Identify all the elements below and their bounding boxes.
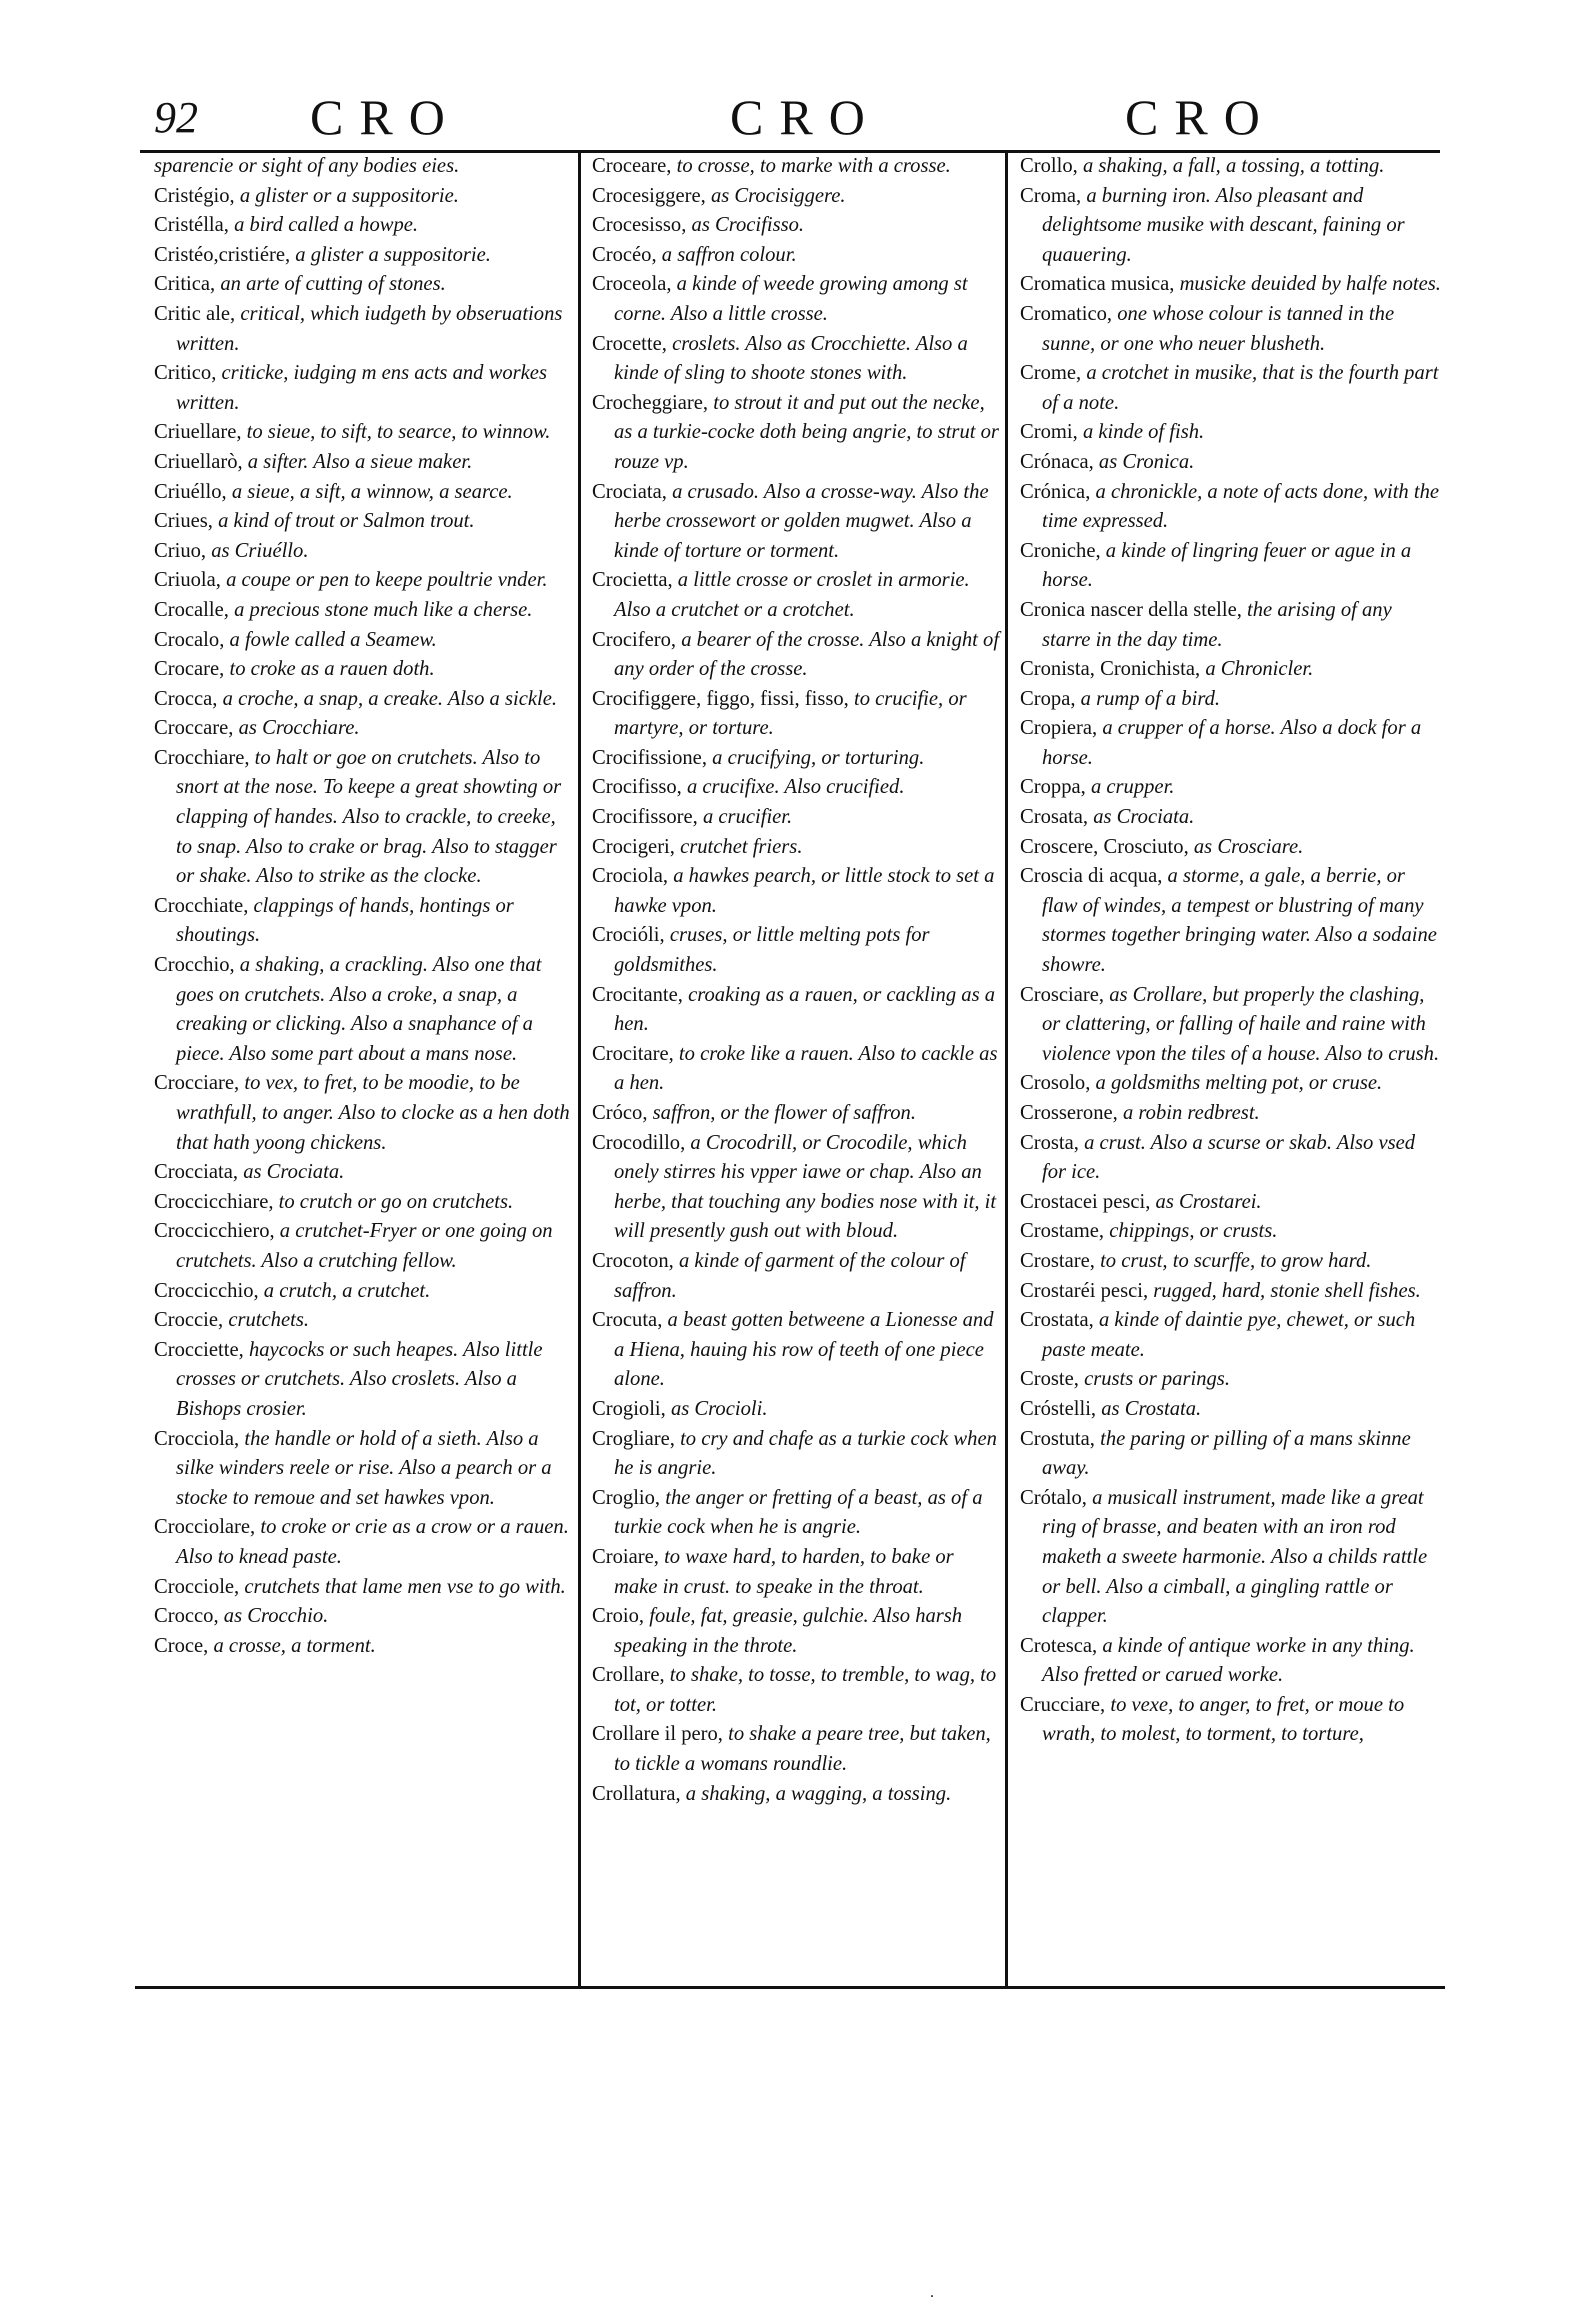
dictionary-entry bbox=[1020, 1277, 1442, 1307]
column-divider-2 bbox=[1005, 150, 1008, 1986]
dictionary-column-2 bbox=[592, 152, 1002, 1980]
entry-gloss: a burning iron. Also pleasant and delightsome musike with descant, faining or quauering. bbox=[1042, 184, 1405, 266]
entry-gloss: a musicall instrument, made like a great ring of brasse, and beaten with an iron rod maketh a sweete harmonie. Also a childs rattle or bell. Also a cimball, a gingling rattle or clapper. bbox=[1042, 1486, 1428, 1628]
entry-term: Croceola, bbox=[592, 273, 672, 296]
dictionary-entry bbox=[1020, 773, 1442, 803]
dictionary-entry bbox=[592, 626, 1002, 685]
entry-term: Cromatico, bbox=[1020, 302, 1113, 325]
entry-term: Croglio, bbox=[592, 1486, 661, 1509]
entry-gloss: a Crocodrill, or Crocodile, which onely stirres his vpper iawe or chap. Also an herbe, that touching any bodies nose with it, it will presently gush out with bloud. bbox=[614, 1131, 997, 1243]
entry-gloss: to shake, to tosse, to tremble, to wag, to tot, or totter. bbox=[614, 1664, 997, 1716]
entry-gloss: a shaking, a crackling. Also one that goes on crutchets. Also a croke, a snap, a creaking or clicking. Also a snaphance of a piece. Also some part about a mans nose. bbox=[176, 954, 542, 1065]
entry-gloss: a robin redbrest. bbox=[1122, 1102, 1260, 1124]
dictionary-entry bbox=[154, 478, 572, 508]
entry-gloss: to waxe hard, to harden, to bake or make in crust. to speake in the throat. bbox=[614, 1545, 954, 1598]
page-number: 92 bbox=[154, 93, 198, 142]
column-divider-1 bbox=[578, 150, 581, 1986]
entry-term: Croio, bbox=[592, 1605, 645, 1628]
entry-gloss: a crucifier. bbox=[702, 806, 793, 829]
entry-term: Croccicchio, bbox=[154, 1279, 259, 1302]
entry-term: Crocalle, bbox=[154, 598, 229, 621]
entry-term: Criuola, bbox=[154, 569, 221, 592]
entry-term: Croce, bbox=[154, 1634, 209, 1657]
dictionary-entry bbox=[154, 1513, 572, 1572]
dictionary-entry bbox=[154, 1306, 572, 1336]
entry-gloss: a crucifixe. Also crucified. bbox=[686, 776, 905, 799]
dictionary-entry bbox=[592, 1425, 1002, 1484]
entry-term: Crocciette, bbox=[154, 1338, 244, 1361]
entry-term: Croste, bbox=[1020, 1368, 1079, 1391]
entry-gloss: as Crosciare. bbox=[1193, 835, 1304, 858]
entry-gloss: crutchets that lame men vse to go with. bbox=[244, 1575, 566, 1598]
dictionary-column-1 bbox=[154, 152, 572, 1980]
entry-gloss: crutchets. bbox=[228, 1309, 309, 1332]
entry-gloss: a crosse, a torment. bbox=[213, 1634, 376, 1657]
entry-term: Crocchiate, bbox=[154, 894, 249, 917]
entry-gloss: as Crocchio. bbox=[223, 1605, 329, 1628]
running-head-center: CRO bbox=[730, 89, 881, 145]
dictionary-entry bbox=[592, 981, 1002, 1040]
entry-term: Crocciare, bbox=[154, 1072, 240, 1095]
dictionary-entry bbox=[154, 359, 572, 418]
dictionary-entry bbox=[1020, 537, 1442, 596]
entry-term: Crocitante, bbox=[592, 983, 683, 1006]
entry-gloss: a Chronicler. bbox=[1205, 658, 1314, 681]
entry-gloss: a crotchet in musike, that is the fourth part of a note. bbox=[1042, 362, 1439, 414]
entry-term: Cropa, bbox=[1020, 687, 1076, 710]
entry-term: Criues, bbox=[154, 510, 213, 533]
entry-term: Crosta, bbox=[1020, 1131, 1079, 1154]
entry-term: Crollo, bbox=[1020, 155, 1078, 177]
dictionary-entry bbox=[154, 1158, 572, 1188]
entry-term: Crosolo, bbox=[1020, 1072, 1091, 1095]
dictionary-entry bbox=[592, 1395, 1002, 1425]
entry-term: Croccicchiero, bbox=[154, 1220, 275, 1243]
entry-term: Cróco, bbox=[592, 1102, 648, 1124]
entry-term: Crollatura, bbox=[592, 1782, 681, 1805]
entry-gloss: to vexe, to anger, to fret, or moue to wrath, to molest, to torment, to torture, bbox=[1042, 1693, 1405, 1746]
entry-gloss: a croche, a snap, a creake. Also a sickle. bbox=[222, 687, 557, 710]
entry-term: Crostacei pesci, bbox=[1020, 1190, 1151, 1213]
entry-gloss: a crusado. Also a crosse-way. Also the herbe crossewort or golden mugwet. Also a kinde of torture or torment. bbox=[614, 480, 989, 562]
entry-gloss: as Crocisiggere. bbox=[710, 184, 846, 207]
dictionary-entry bbox=[592, 211, 1002, 241]
entry-gloss: as Criuéllo. bbox=[211, 539, 309, 562]
entry-gloss: a little crosse or croslet in armorie. Also a crutchet or a crotchet. bbox=[614, 569, 970, 621]
dictionary-entry bbox=[592, 1247, 1002, 1306]
dictionary-entry bbox=[154, 1573, 572, 1603]
entry-term: Crocciole, bbox=[154, 1575, 240, 1598]
page-header bbox=[150, 88, 1440, 145]
entry-gloss: a kind of trout or Salmon trout. bbox=[218, 510, 475, 533]
entry-gloss: a glister or a suppositorie. bbox=[239, 184, 459, 207]
dictionary-entry bbox=[592, 773, 1002, 803]
entry-term: Crocifissione, bbox=[592, 746, 707, 769]
dictionary-entry bbox=[592, 1306, 1002, 1395]
dictionary-entry bbox=[592, 1129, 1002, 1247]
entry-gloss: saffron, or the flower of saffron. bbox=[652, 1102, 916, 1124]
entry-term: Crollare il pero, bbox=[592, 1723, 723, 1746]
entry-gloss: to croke or crie as a crow or a rauen. Also to knead paste. bbox=[176, 1516, 569, 1568]
dictionary-entry bbox=[1020, 1691, 1442, 1750]
entry-term: Crociata, bbox=[592, 480, 667, 503]
entry-gloss: as Crocioli. bbox=[670, 1397, 768, 1420]
dictionary-entry bbox=[592, 1661, 1002, 1720]
dictionary-entry bbox=[154, 714, 572, 744]
entry-term: Crocheggiare, bbox=[592, 391, 709, 414]
entry-term: Crosata, bbox=[1020, 806, 1089, 829]
entry-gloss: the handle or hold of a sieth. Also a silke winders reele or rise. Also a pearch or a stocke to remoue and set hawkes vpon. bbox=[176, 1427, 552, 1509]
entry-term: Crónaca, bbox=[1020, 450, 1094, 473]
dictionary-entry bbox=[154, 685, 572, 715]
dictionary-entry bbox=[154, 1069, 572, 1158]
entry-term: Croscere, Crosciuto, bbox=[1020, 835, 1189, 858]
dictionary-entry bbox=[1020, 418, 1442, 448]
entry-gloss: rugged, hard, stonie shell fishes. bbox=[1153, 1279, 1421, 1302]
entry-term: Crucciare, bbox=[1020, 1693, 1106, 1716]
entry-term: Crocare, bbox=[154, 658, 225, 681]
entry-gloss: as Crociata. bbox=[243, 1161, 345, 1184]
entry-term: Crocesisso, bbox=[592, 214, 687, 237]
dictionary-column-3 bbox=[1020, 152, 1442, 1980]
entry-gloss: to cry and chafe as a turkie cock when he is angrie. bbox=[614, 1427, 997, 1480]
dictionary-entry bbox=[154, 892, 572, 951]
entry-gloss: a goldsmiths melting pot, or cruse. bbox=[1095, 1072, 1383, 1095]
entry-term: Crocco, bbox=[154, 1605, 219, 1628]
dictionary-entry bbox=[154, 626, 572, 656]
entry-term: Cronista, Cronichista, bbox=[1020, 658, 1201, 681]
entry-term: Croceare, bbox=[592, 155, 672, 177]
entry-term: Cropiera, bbox=[1020, 717, 1098, 740]
entry-gloss: a precious stone much like a cherse. bbox=[234, 598, 533, 621]
entry-gloss: a kinde of daintie pye, chewet, or such paste meate. bbox=[1042, 1309, 1416, 1361]
dictionary-entry bbox=[154, 152, 572, 182]
dictionary-entry bbox=[154, 1602, 572, 1632]
entry-gloss: musicke deuided by halfe notes. bbox=[1179, 273, 1441, 296]
running-head-left: CRO bbox=[310, 89, 461, 145]
entry-gloss: a fowle called a Seamew. bbox=[229, 628, 437, 651]
dictionary-entry bbox=[1020, 714, 1442, 773]
entry-term: Cronica nascer della stelle, bbox=[1020, 598, 1242, 621]
entry-gloss: as Crociata. bbox=[1093, 806, 1195, 829]
dictionary-entry bbox=[154, 1632, 572, 1662]
entry-gloss: criticke, iudging m ens acts and workes written. bbox=[176, 362, 547, 414]
dictionary-entry bbox=[154, 566, 572, 596]
dictionary-entry bbox=[154, 507, 572, 537]
dictionary-entry bbox=[592, 241, 1002, 271]
entry-gloss: foule, fat, greasie, gulchie. Also harsh speaking in the throte. bbox=[614, 1605, 963, 1657]
entry-gloss: the paring or pilling of a mans skinne away. bbox=[1042, 1427, 1411, 1480]
entry-term: Crostuta, bbox=[1020, 1427, 1095, 1450]
dictionary-entry bbox=[1020, 270, 1442, 300]
entry-gloss: to strout it and put out the necke, as a turkie-cocke doth being angrie, to strut or rouze vp. bbox=[614, 391, 999, 473]
entry-term: Crocióli, bbox=[592, 924, 665, 947]
entry-term: Crocca, bbox=[154, 687, 218, 710]
entry-term: Criuellare, bbox=[154, 421, 242, 444]
entry-term: Crogliare, bbox=[592, 1427, 675, 1450]
entry-gloss: sparencie or sight of any bodies eies. bbox=[154, 155, 460, 177]
entry-term: Crocitare, bbox=[592, 1042, 674, 1065]
dictionary-entry bbox=[592, 744, 1002, 774]
entry-gloss: to vex, to fret, to be moodie, to be wrathfull, to anger. Also to clocke as a hen doth that hath yoong chickens. bbox=[176, 1072, 570, 1154]
dictionary-entry bbox=[1020, 478, 1442, 537]
entry-gloss: a kinde of weede growing among st corne. Also a little crosse. bbox=[614, 273, 968, 325]
entry-term: Crostare, bbox=[1020, 1249, 1095, 1272]
entry-term: Crónica, bbox=[1020, 480, 1091, 503]
entry-gloss: to croke like a rauen. Also to cackle as a hen. bbox=[614, 1042, 998, 1095]
dictionary-entry bbox=[154, 1336, 572, 1425]
dictionary-entry bbox=[154, 537, 572, 567]
dictionary-entry bbox=[1020, 152, 1442, 182]
entry-gloss: as Crocifisso. bbox=[691, 214, 805, 237]
entry-term: Croccare, bbox=[154, 717, 234, 740]
entry-gloss: a sieue, a sift, a winnow, a searce. bbox=[231, 480, 513, 503]
dictionary-entry bbox=[154, 182, 572, 212]
entry-term: Crociola, bbox=[592, 865, 669, 888]
dictionary-entry bbox=[1020, 1632, 1442, 1691]
entry-term: Crogioli, bbox=[592, 1397, 666, 1420]
entry-gloss: to shake a peare tree, but taken, to tickle a womans roundlie. bbox=[614, 1723, 991, 1776]
entry-term: Cróstelli, bbox=[1020, 1397, 1097, 1420]
entry-gloss: crusts or parings. bbox=[1084, 1368, 1230, 1391]
dictionary-entry bbox=[154, 1425, 572, 1514]
entry-gloss: a beast gotten betweene a Lionesse and a Hiena, hauing his row of teeth of one piece alone. bbox=[614, 1309, 994, 1391]
dictionary-entry bbox=[1020, 1365, 1442, 1395]
dictionary-entry bbox=[1020, 1306, 1442, 1365]
entry-term: Croma, bbox=[1020, 184, 1082, 207]
entry-gloss: croaking as a rauen, or cackling as a hen. bbox=[614, 983, 996, 1036]
entry-gloss: a saffron colour. bbox=[661, 243, 797, 266]
entry-term: Critic ale, bbox=[154, 302, 236, 325]
dictionary-entry bbox=[154, 241, 572, 271]
entry-gloss: to croke as a rauen doth. bbox=[229, 658, 435, 681]
entry-gloss: a crucifying, or torturing. bbox=[712, 746, 925, 769]
entry-term: Crocciolare, bbox=[154, 1516, 256, 1539]
entry-term: Crocchio, bbox=[154, 954, 235, 977]
entry-term: Cromi, bbox=[1020, 421, 1078, 444]
dictionary-entry bbox=[154, 270, 572, 300]
dictionary-entry bbox=[592, 1484, 1002, 1543]
dictionary-entry bbox=[1020, 655, 1442, 685]
entry-term: Croscia di acqua, bbox=[1020, 865, 1163, 888]
entry-gloss: an arte of cutting of stones. bbox=[220, 273, 446, 296]
entry-gloss: to crosse, to marke with a crosse. bbox=[676, 155, 951, 177]
entry-term: Crollare, bbox=[592, 1664, 665, 1687]
entry-term: Crocesiggere, bbox=[592, 184, 706, 207]
entry-term: Cristégio, bbox=[154, 184, 235, 207]
entry-gloss: a chronickle, a note of acts done, with the time expressed. bbox=[1042, 480, 1440, 533]
entry-gloss: as Cronica. bbox=[1098, 450, 1195, 473]
entry-gloss: a kinde of antique worke in any thing. Also fretted or carued worke. bbox=[1042, 1634, 1415, 1687]
dictionary-entry bbox=[154, 655, 572, 685]
dictionary-entry bbox=[1020, 1129, 1442, 1188]
entry-gloss: a kinde of lingring feuer or ague in a horse. bbox=[1042, 539, 1412, 592]
dictionary-entry bbox=[592, 921, 1002, 980]
dictionary-entry bbox=[1020, 685, 1442, 715]
dictionary-entry bbox=[592, 833, 1002, 863]
entry-gloss: as Crollare, but properly the clashing, or clattering, or falling of haile and raine with violence vpon the tiles of a house. Also to crush. bbox=[1042, 983, 1440, 1065]
entry-gloss: critical, which iudgeth by obseruations written. bbox=[176, 302, 563, 355]
entry-gloss: to crucifie, or martyre, or torture. bbox=[614, 687, 967, 740]
entry-gloss: as Crostata. bbox=[1101, 1397, 1202, 1420]
dictionary-entry bbox=[592, 182, 1002, 212]
dictionary-entry bbox=[154, 1277, 572, 1307]
dictionary-entry bbox=[592, 478, 1002, 567]
entry-gloss: a bearer of the crosse. Also a knight of any order of the crosse. bbox=[614, 628, 1000, 681]
dictionary-entry bbox=[1020, 1395, 1442, 1425]
entry-term: Crocodillo, bbox=[592, 1131, 686, 1154]
entry-term: Crocifisso, bbox=[592, 776, 682, 799]
entry-term: Crocchiare, bbox=[154, 746, 250, 769]
dictionary-entry bbox=[1020, 300, 1442, 359]
entry-gloss: cruses, or little melting pots for goldsmithes. bbox=[614, 924, 930, 977]
dictionary-entry bbox=[1020, 1217, 1442, 1247]
dictionary-entry bbox=[154, 744, 572, 892]
dictionary-entry bbox=[1020, 803, 1442, 833]
entry-gloss: a crupper of a horse. Also a dock for a horse. bbox=[1042, 717, 1422, 769]
dictionary-entry bbox=[592, 1720, 1002, 1779]
entry-gloss: a crust. Also a scurse or skab. Also vsed for ice. bbox=[1042, 1131, 1416, 1184]
entry-gloss: a kinde of fish. bbox=[1082, 421, 1205, 444]
entry-term: Critica, bbox=[154, 273, 216, 296]
entry-term: Croccicchiare, bbox=[154, 1190, 274, 1213]
entry-gloss: as Crocchiare. bbox=[238, 717, 360, 740]
dictionary-entry bbox=[1020, 862, 1442, 980]
entry-gloss: a shaking, a fall, a tossing, a totting. bbox=[1082, 155, 1385, 177]
dictionary-entry bbox=[154, 418, 572, 448]
entry-term: Crocifero, bbox=[592, 628, 677, 651]
entry-term: Crocalo, bbox=[154, 628, 225, 651]
entry-term: Crome, bbox=[1020, 362, 1082, 385]
entry-gloss: chippings, or crusts. bbox=[1109, 1220, 1278, 1243]
dictionary-entry bbox=[1020, 448, 1442, 478]
entry-term: Crosserone, bbox=[1020, 1102, 1118, 1124]
entry-gloss: to crust, to scurffe, to grow hard. bbox=[1100, 1249, 1372, 1272]
entry-term: Criuéllo, bbox=[154, 480, 227, 503]
entry-gloss: to sieue, to sift, to searce, to winnow. bbox=[246, 421, 551, 444]
entry-term: Crótalo, bbox=[1020, 1486, 1087, 1509]
entry-gloss: clappings of hands, hontings or shoutings. bbox=[176, 894, 514, 947]
entry-gloss: a coupe or pen to keepe poultrie vnder. bbox=[226, 569, 548, 592]
entry-gloss: the arising of any starre in the day time. bbox=[1042, 598, 1392, 651]
entry-gloss: to halt or goe on crutchets. Also to snort at the nose. To keepe a great showting or clapping of handes. Also to crackle, to creeke, to snap. Also to crake or brag. Also to stagger or shake. Also to strike as the clocke. bbox=[176, 746, 562, 888]
dictionary-entry bbox=[592, 685, 1002, 744]
entry-term: Crocuta, bbox=[592, 1309, 663, 1332]
entry-gloss: crutchet friers. bbox=[680, 835, 803, 858]
entry-gloss: haycocks or such heapes. Also little crosses or crutchets. Also croslets. Also a Bishops crosier. bbox=[176, 1338, 543, 1420]
entry-term: Criuellarò, bbox=[154, 450, 243, 473]
entry-term: Crocette, bbox=[592, 332, 667, 355]
entry-term: Crocoton, bbox=[592, 1249, 674, 1272]
footer-rule bbox=[135, 1986, 1445, 1989]
entry-term: Croppa, bbox=[1020, 776, 1086, 799]
dictionary-entry bbox=[154, 951, 572, 1069]
entry-term: Cromatica musica, bbox=[1020, 273, 1175, 296]
entry-term: Crocciola, bbox=[154, 1427, 240, 1450]
dictionary-entry bbox=[592, 1543, 1002, 1602]
entry-term: Crostata, bbox=[1020, 1309, 1094, 1332]
dictionary-entry bbox=[1020, 182, 1442, 271]
dictionary-entry bbox=[154, 448, 572, 478]
entry-term: Critico, bbox=[154, 362, 217, 385]
entry-term: Crocifiggere, figgo, fissi, fisso, bbox=[592, 687, 849, 710]
entry-term: Crostaréi pesci, bbox=[1020, 1279, 1149, 1302]
dictionary-entry bbox=[1020, 1425, 1442, 1484]
running-head-right: CRO bbox=[1125, 89, 1276, 145]
entry-gloss: a crutch, a crutchet. bbox=[263, 1279, 431, 1302]
entry-term: Croiare, bbox=[592, 1545, 659, 1568]
dictionary-entry bbox=[1020, 1099, 1442, 1129]
dictionary-entry bbox=[592, 152, 1002, 182]
entry-term: Criuo, bbox=[154, 539, 207, 562]
entry-gloss: to crutch or go on crutchets. bbox=[278, 1190, 514, 1213]
entry-term: Crotesca, bbox=[1020, 1634, 1098, 1657]
dictionary-entry bbox=[592, 1602, 1002, 1661]
dictionary-entry bbox=[154, 1217, 572, 1276]
dictionary-entry bbox=[592, 566, 1002, 625]
entry-gloss: a crutchet-Fryer or one going on crutchets. Also a crutching fellow. bbox=[176, 1220, 553, 1272]
dictionary-entry bbox=[592, 389, 1002, 478]
entry-term: Crosciare, bbox=[1020, 983, 1105, 1006]
entry-gloss: a hawkes pearch, or little stock to set a hawke vpon. bbox=[614, 865, 995, 917]
entry-gloss: one whose colour is tanned in the sunne, or one who neuer blusheth. bbox=[1042, 302, 1395, 355]
dictionary-entry bbox=[592, 270, 1002, 329]
dictionary-entry bbox=[1020, 359, 1442, 418]
entry-term: Croniche, bbox=[1020, 539, 1101, 562]
entry-term: Crocifissore, bbox=[592, 806, 698, 829]
dictionary-entry bbox=[154, 596, 572, 626]
dictionary-entry bbox=[154, 211, 572, 241]
dictionary-entry bbox=[592, 1780, 1002, 1810]
entry-gloss: a storme, a gale, a berrie, or flaw of windes, a tempest or blustring of many stormes together bringing water. Also a sodaine showre. bbox=[1042, 865, 1437, 977]
dictionary-entry bbox=[1020, 833, 1442, 863]
dictionary-entry bbox=[154, 1188, 572, 1218]
entry-gloss: a shaking, a wagging, a tossing. bbox=[685, 1782, 952, 1805]
entry-gloss: a crupper. bbox=[1090, 776, 1175, 799]
entry-gloss: a sifter. Also a sieue maker. bbox=[247, 450, 473, 473]
entry-term: Crocéo, bbox=[592, 243, 657, 266]
dictionary-entry bbox=[1020, 1484, 1442, 1632]
dictionary-entry bbox=[1020, 1069, 1442, 1099]
dictionary-entry bbox=[1020, 1247, 1442, 1277]
entry-term: Cristélla, bbox=[154, 214, 229, 237]
entry-term: Crocietta, bbox=[592, 569, 673, 592]
entry-term: Crocigeri, bbox=[592, 835, 675, 858]
dictionary-entry bbox=[1020, 1188, 1442, 1218]
entry-term: Croccie, bbox=[154, 1309, 224, 1332]
entry-term: Crocciata, bbox=[154, 1161, 239, 1184]
entry-gloss: croslets. Also as Crocchiette. Also a kinde of sling to shoote stones with. bbox=[614, 332, 968, 385]
entry-gloss: a bird called a howpe. bbox=[234, 214, 419, 237]
entry-gloss: as Crostarei. bbox=[1155, 1190, 1262, 1213]
dictionary-entry bbox=[1020, 981, 1442, 1070]
dictionary-entry bbox=[1020, 596, 1442, 655]
entry-term: Crostame, bbox=[1020, 1220, 1105, 1243]
dictionary-entry bbox=[592, 803, 1002, 833]
dictionary-entry bbox=[592, 330, 1002, 389]
entry-gloss: a glister a suppositorie. bbox=[295, 243, 491, 266]
dictionary-entry bbox=[592, 1040, 1002, 1099]
entry-gloss: a rump of a bird. bbox=[1080, 687, 1221, 710]
footer-mark: . bbox=[930, 2284, 934, 2301]
entry-term: Cristéo,cristiére, bbox=[154, 243, 291, 266]
dictionary-entry bbox=[154, 300, 572, 359]
dictionary-entry bbox=[592, 1099, 1002, 1129]
entry-gloss: the anger or fretting of a beast, as of a turkie cock when he is angrie. bbox=[614, 1486, 983, 1539]
dictionary-entry bbox=[592, 862, 1002, 921]
entry-gloss: a kinde of garment of the colour of saffron. bbox=[614, 1249, 966, 1302]
